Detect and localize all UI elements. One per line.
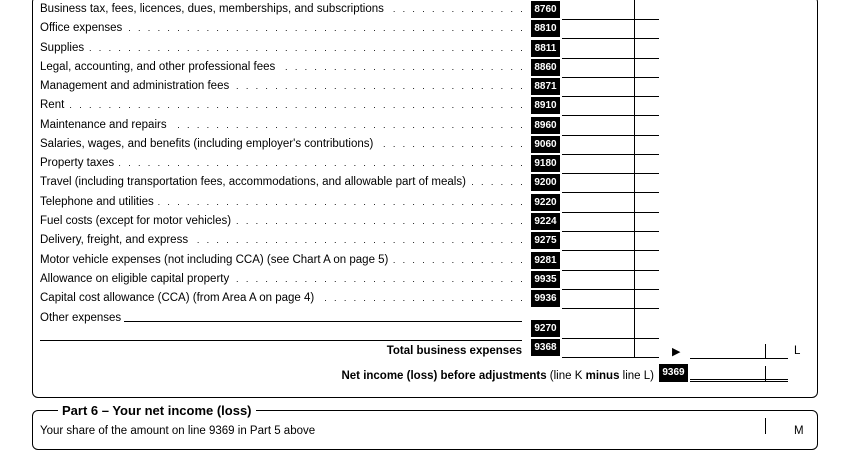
expense-label: Travel (including transportation fees, accommodations, and allowable part of meals): [40, 176, 469, 188]
expense-row: [40, 155, 528, 174]
line-code: 9180: [531, 155, 560, 172]
expense-label: Supplies: [40, 42, 87, 54]
expense-row: [40, 252, 528, 271]
cents-divider: [765, 344, 766, 359]
net-income-label-part1: (line K: [546, 370, 586, 382]
amount-field[interactable]: [562, 40, 659, 59]
expense-row: [40, 232, 528, 251]
expense-label: Property taxes: [40, 157, 117, 169]
leader-dots: [40, 97, 524, 113]
line-code: 8910: [531, 97, 560, 114]
expense-label: Rent: [40, 99, 67, 111]
total-business-expenses-label: Total business expenses: [386, 345, 522, 357]
amount-field[interactable]: [562, 20, 659, 39]
expense-label: Fuel costs (except for motor vehicles): [40, 215, 234, 227]
expense-row: [40, 213, 528, 232]
line-code-other-expenses: 9270: [531, 320, 560, 337]
amount-field[interactable]: [562, 155, 659, 174]
arrow-right-icon: ▶: [672, 346, 681, 358]
expense-row: [40, 1, 528, 20]
net-income-label-minus: minus: [585, 370, 620, 382]
expense-label: Management and administration fees: [40, 80, 232, 92]
net-income-cents-divider: [765, 366, 766, 381]
amount-field[interactable]: [562, 290, 659, 309]
expense-label: Office expenses: [40, 22, 125, 34]
expense-label: Allowance on eligible capital property: [40, 273, 232, 285]
line-code: 9060: [531, 136, 560, 153]
line-code: 8811: [531, 40, 560, 57]
amount-field[interactable]: [562, 232, 659, 251]
expense-label: Business tax, fees, licences, dues, memberships, and subscriptions: [40, 3, 387, 15]
leader-dots: [40, 40, 524, 56]
line-code: 9200: [531, 174, 560, 191]
amount-field[interactable]: [562, 194, 659, 213]
part6-cents-divider: [765, 418, 766, 434]
amount-field[interactable]: [562, 1, 659, 20]
line-code: 9220: [531, 194, 560, 211]
amount-field[interactable]: [562, 252, 659, 271]
amount-field[interactable]: [562, 117, 659, 136]
expense-row: [40, 78, 528, 97]
amount-field-total[interactable]: [562, 339, 659, 358]
amount-cents-divider: [634, 0, 635, 358]
amount-field[interactable]: [562, 174, 659, 193]
line-code: 8860: [531, 59, 560, 76]
line-code: 9936: [531, 290, 560, 307]
amount-field[interactable]: [562, 271, 659, 290]
expense-label: Telephone and utilities: [40, 196, 157, 208]
expense-label: Maintenance and repairs: [40, 119, 170, 131]
expense-row: [40, 20, 528, 39]
line-code: 8871: [531, 78, 560, 95]
line-code: 9275: [531, 232, 560, 249]
expense-row: [40, 97, 528, 116]
line-code: 8810: [531, 20, 560, 37]
amount-field[interactable]: [562, 97, 659, 116]
expense-row: [40, 136, 528, 155]
expense-label: Motor vehicle expenses (not including CCA) (see Chart A on page 5): [40, 254, 391, 266]
line-code: 9224: [531, 213, 560, 230]
other-expenses-label: Other expenses: [40, 312, 124, 324]
net-income-label: [260, 368, 654, 384]
line-code: 9935: [531, 271, 560, 288]
expense-label: Legal, accounting, and other professional fees: [40, 61, 278, 73]
other-expenses-entry-line[interactable]: [122, 321, 522, 322]
line-code: 9281: [531, 252, 560, 269]
part6-first-line: Your share of the amount on line 9369 in Part 5 above: [40, 425, 316, 437]
part6-title: Part 6 – Your net income (loss): [58, 403, 256, 418]
line-code-total: 9368: [531, 339, 560, 356]
net-income-label-part2: line L): [619, 370, 654, 382]
line-code-net-income: 9369: [659, 364, 688, 382]
amount-field[interactable]: [562, 136, 659, 155]
expense-label: Delivery, freight, and express: [40, 234, 191, 246]
line-letter-l: L: [794, 345, 801, 357]
line-code: 8760: [531, 1, 560, 18]
expense-label: Salaries, wages, and benefits (including employer's contributions): [40, 138, 376, 150]
expense-row: [40, 40, 528, 59]
expense-row: [40, 194, 528, 213]
line-letter-m: M: [794, 425, 804, 437]
expense-row: [40, 117, 528, 136]
expense-row: [40, 290, 528, 309]
net-income-label-bold: Net income (loss) before adjustments: [341, 370, 547, 382]
amount-field-net-income[interactable]: [690, 362, 788, 382]
expense-row: [40, 59, 528, 78]
expense-label: Capital cost allowance (CCA) (from Area A on page 4): [40, 292, 317, 304]
line-code: 8960: [531, 117, 560, 134]
amount-field[interactable]: [562, 59, 659, 78]
other-expenses-row: [40, 310, 528, 329]
amount-field[interactable]: [562, 78, 659, 97]
expense-row: [40, 174, 528, 193]
other-expenses-entry-line-2[interactable]: [40, 340, 522, 341]
amount-field-line-l[interactable]: [690, 340, 788, 359]
amount-field-other-expenses[interactable]: [562, 320, 659, 339]
amount-field[interactable]: [562, 213, 659, 232]
expense-row: [40, 271, 528, 290]
